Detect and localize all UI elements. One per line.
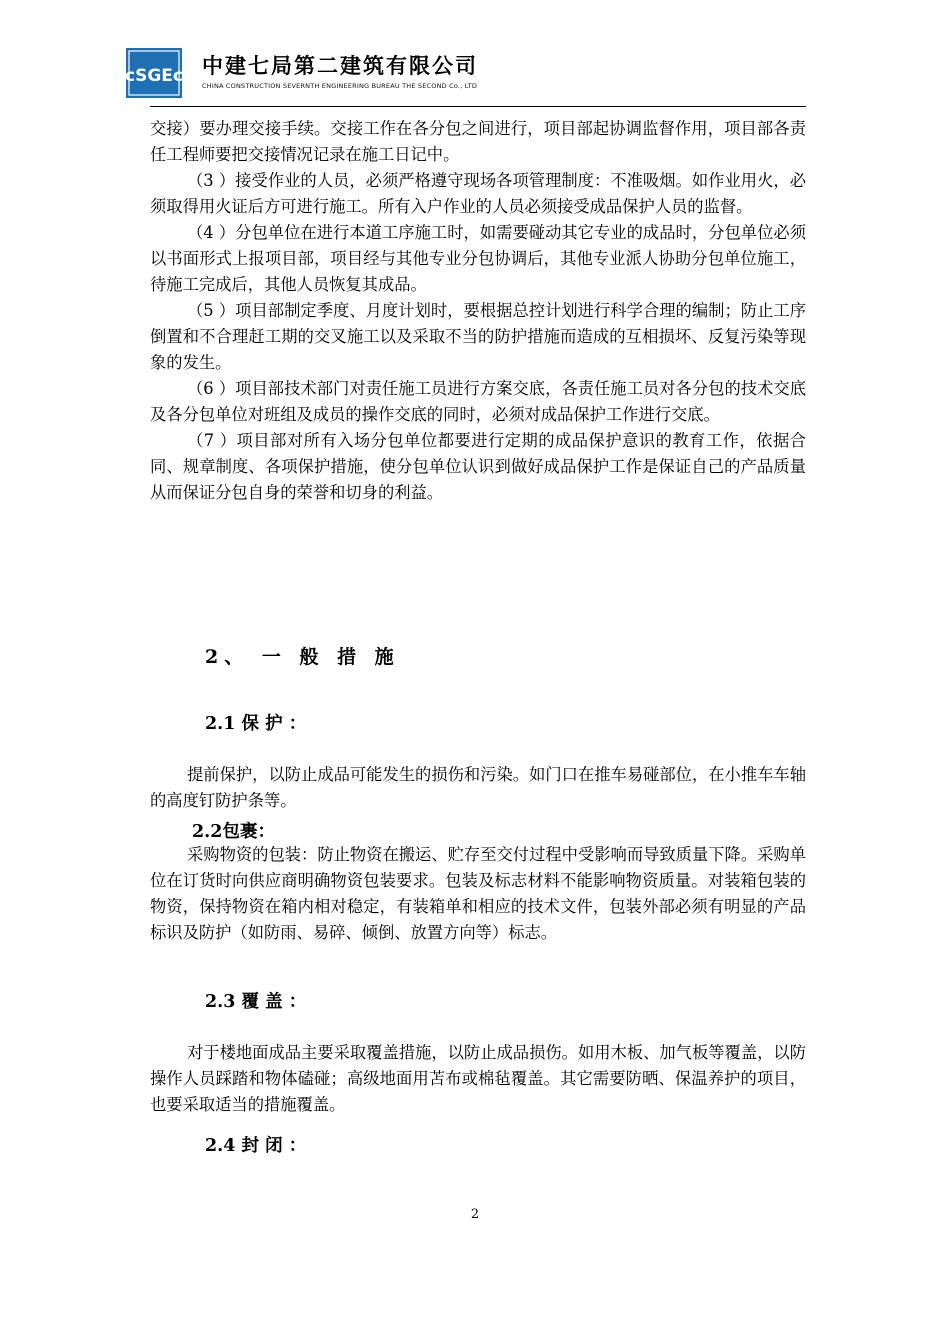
paragraph-2-2: 采购物资的包装：防止物资在搬运、贮存至交付过程中受影响而导致质量下降。采购单位在订货时向供应商明确物资包装要求。包装及标志材料不能影响物资质量。对装箱包装的物资，保持物资在箱内相对稳定，有装箱单和相应的技术文件，包装外部必须有明显的产品标识及防护（如防雨、易碎、倾倒、放置方向等）标志。 (150, 845, 806, 942)
subsection-2-2-body (150, 842, 806, 946)
paragraph-2-3: 对于楼地面成品主要采取覆盖措施，以防止成品损伤。如用木板、加气板等覆盖，以防操作人员踩踏和物体磕碰；高级地面用苫布或棉毡覆盖。其它需要防晒、保温养护的项目，也要采取适当的措施覆盖。 (150, 1043, 806, 1114)
logo-text: cSGEc (126, 66, 182, 86)
subsection-heading-2-4: 2.4 封 闭 ： (205, 1136, 307, 1156)
paragraph-item-4: （4 ）分包单位在进行本道工序施工时，如需要碰动其它专业的成品时，分包单位必须以书面形式上报项目部，项目经与其他专业分包协调后，其他专业派人协助分包单位施工，待施工完成后，其他人员恢复其成品。 (150, 223, 806, 294)
header-divider (150, 106, 806, 107)
paragraph-item-6: （6 ）项目部技术部门对责任施工员进行方案交底，各责任施工员对各分包的技术交底及各分包单位对班组及成员的操作交底的同时，必须对成品保护工作进行交底。 (150, 379, 806, 424)
paragraph-2-1: 提前保护，以防止成品可能发生的损伤和污染。如门口在推车易碰部位，在小推车车轴的高度钉防护条等。 (150, 765, 806, 810)
subsection-heading-2-1: 2.1 保 护 ： (205, 714, 307, 734)
cscec-logo-icon (126, 48, 182, 98)
subsection-2-3-body (150, 1040, 806, 1118)
paragraph-continuation: 交接）要办理交接手续。交接工作在各分包之间进行，项目部起协调监督作用，项目部各责任工程师要把交接情况记录在施工日记中。 (150, 119, 806, 164)
company-logo (126, 48, 182, 98)
page-header (126, 46, 806, 106)
subsection-heading-2-2: 2.2包裹： (192, 822, 275, 842)
subsection-2-1-body (150, 762, 806, 814)
subsection-heading-2-3: 2.3 覆 盖 ： (205, 992, 307, 1012)
body-text (150, 116, 806, 506)
company-name: 中建七局第二建筑有限公司 (202, 54, 478, 78)
page-number: 2 (470, 1207, 480, 1222)
company-english-name: CHINA CONSTRUCTION SEVERNTH ENGINEERING BUREAU THE SECOND Co., LTD (202, 82, 478, 90)
paragraph-item-5: （5 ）项目部制定季度、月度计划时，要根据总控计划进行科学合理的编制；防止工序倒置和不合理赶工期的交叉施工以及采取不当的防护措施而造成的互相损坏、反复污染等现象的发生。 (150, 301, 806, 372)
paragraph-item-3: （3 ）接受作业的人员，必须严格遵守现场各项管理制度：不准吸烟。如作业用火，必须取得用火证后方可进行施工。所有入户作业的人员必须接受成品保护人员的监督。 (150, 171, 806, 216)
section-heading-2: 2、 一 般 措 施 (205, 646, 400, 668)
paragraph-item-7: （7 ）项目部对所有入场分包单位都要进行定期的成品保护意识的教育工作，依据合同、规章制度、各项保护措施，使分包单位认识到做好成品保护工作是保证自己的产品质量从而保证分包自身的荣誉和切身的利益。 (150, 431, 806, 502)
